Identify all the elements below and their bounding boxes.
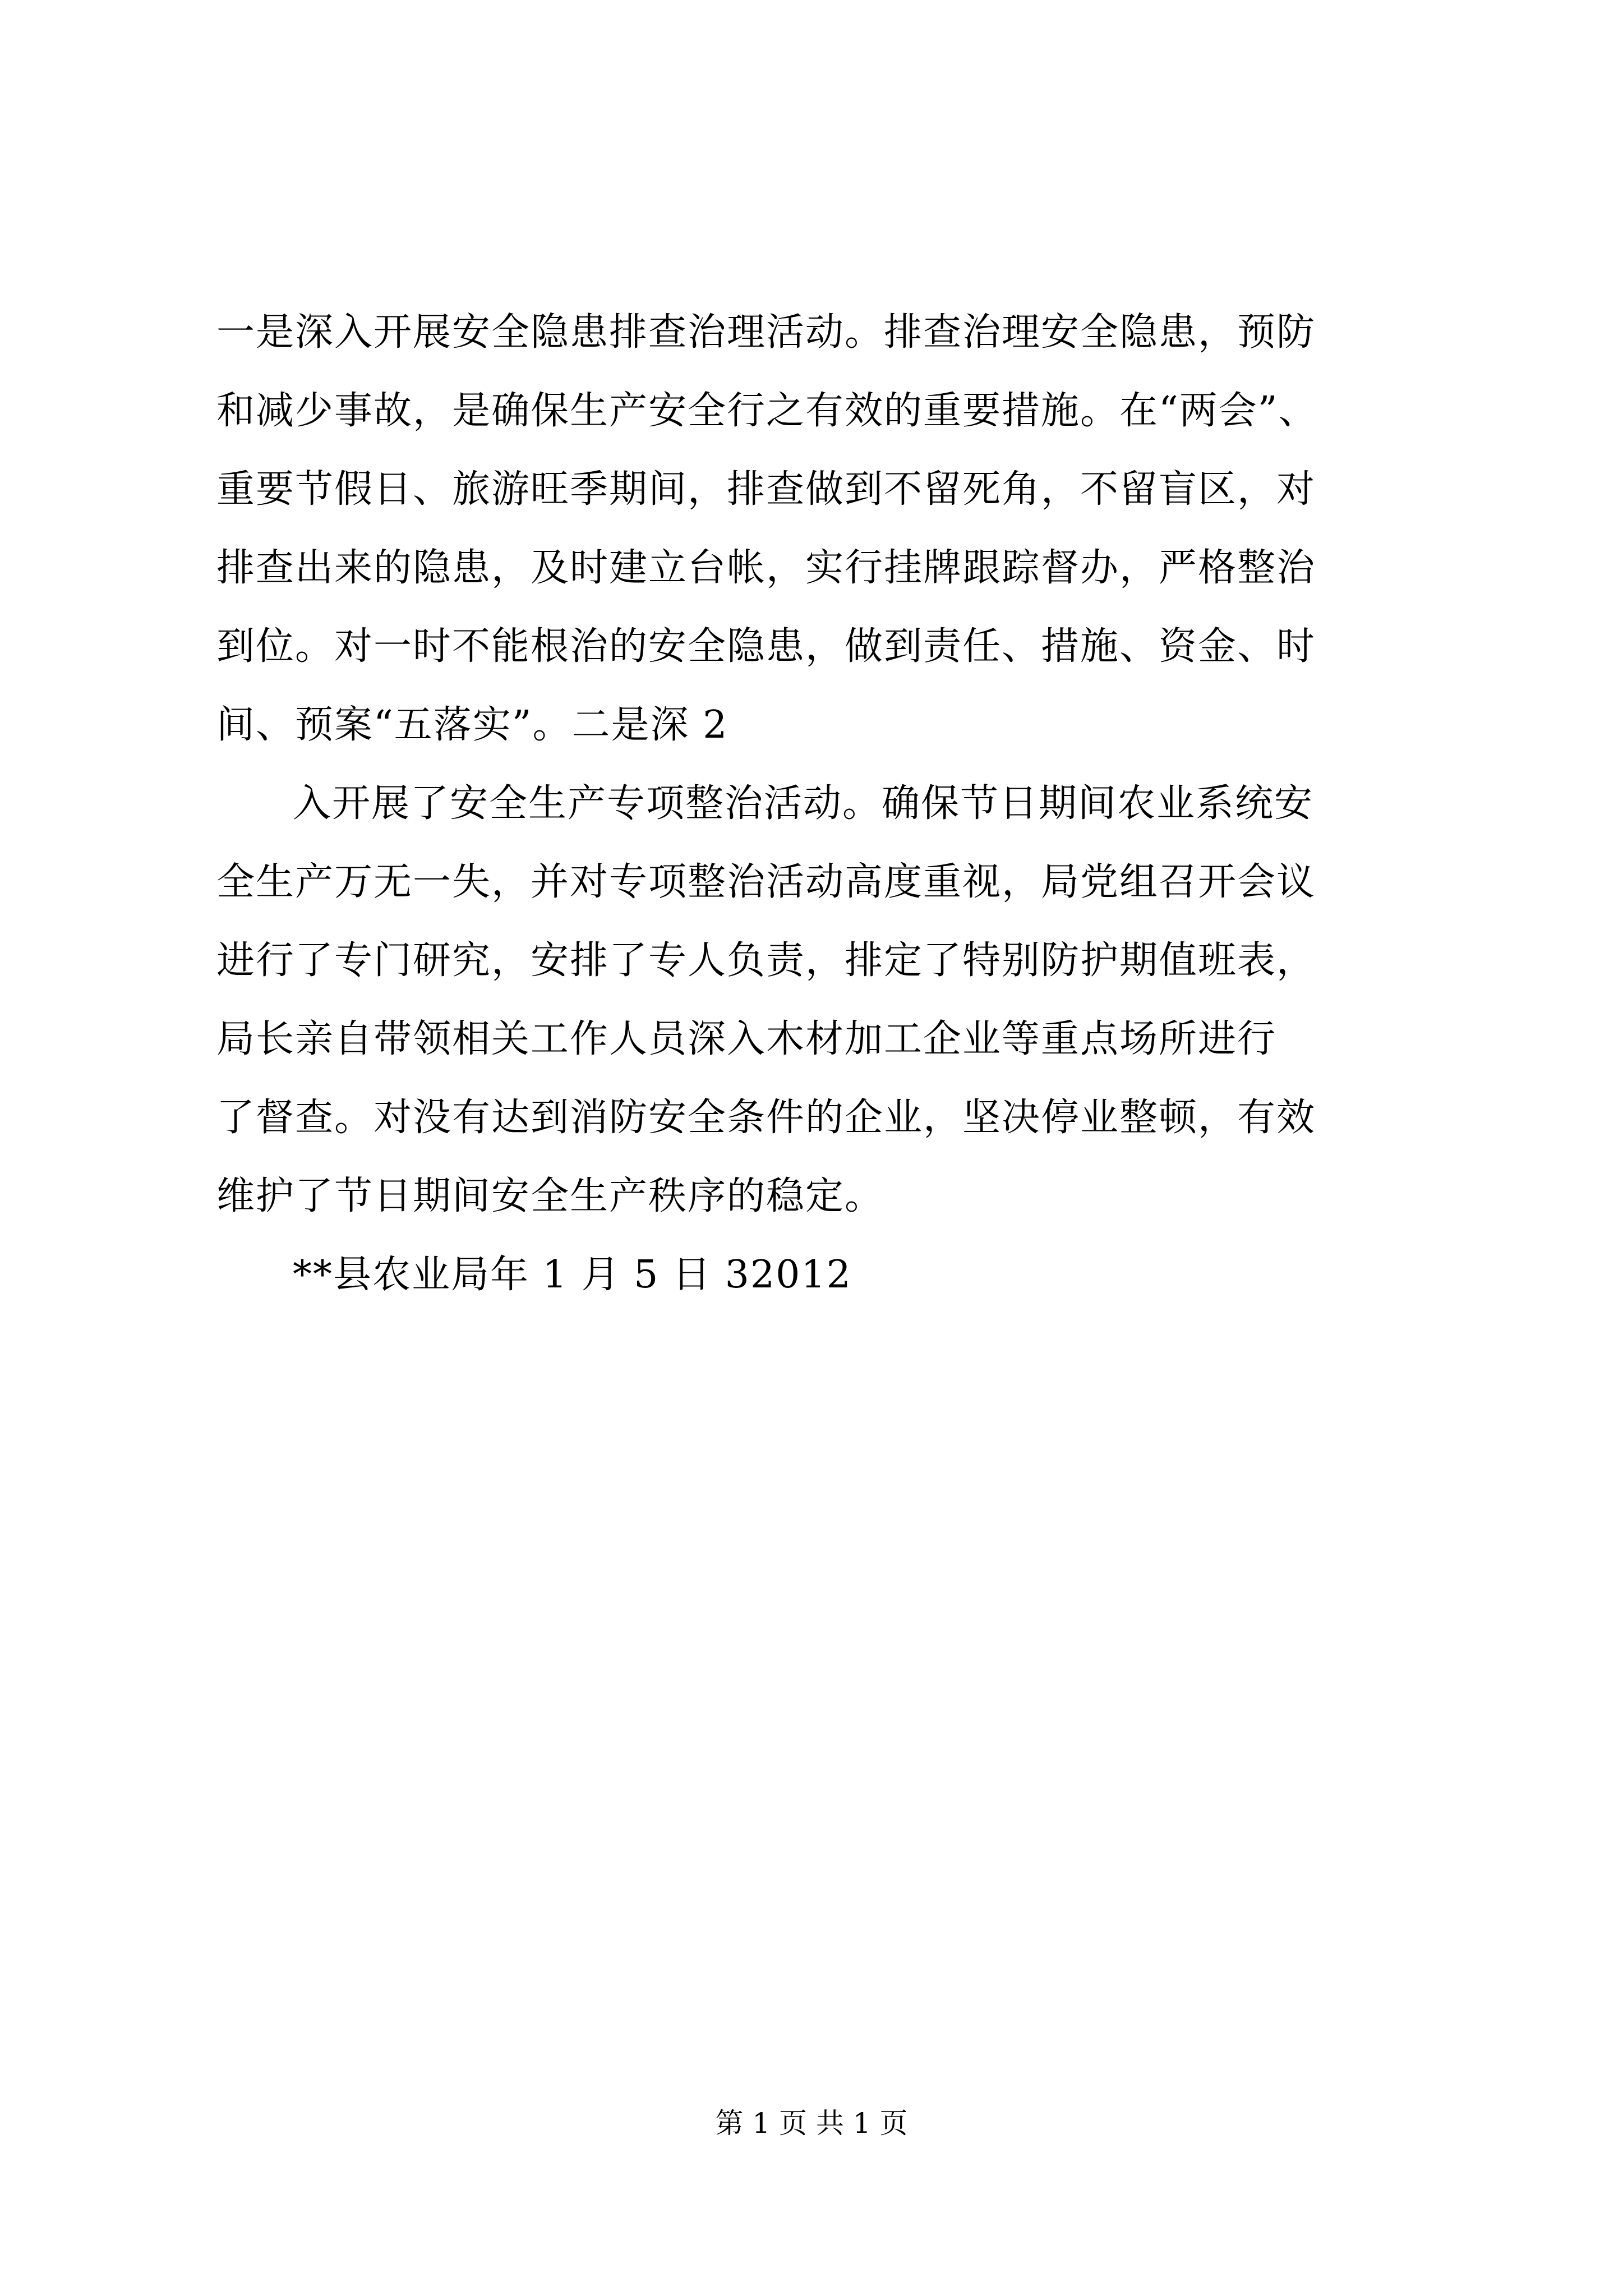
- paragraph-line: 全生产万无一失，并对专项整治活动高度重视，局党组召开会议: [216, 860, 1316, 904]
- paragraph-line: 间、预案“五落实”。二是深 2: [216, 703, 728, 747]
- paragraph-line: 排查出来的隐患，及时建立台帐，实行挂牌跟踪督办，严格整治: [216, 546, 1316, 590]
- paragraph-line: 入开展了安全生产专项整治活动。确保节日期间农业系统安: [293, 781, 1314, 826]
- paragraph-line: 维护了节日期间安全生产秩序的稳定。: [216, 1174, 884, 1218]
- paragraph-line: 一是深入开展安全隐患排查治理活动。排查治理安全隐患，预防: [216, 310, 1316, 355]
- paragraph-line: 局长亲自带领相关工作人员深入木材加工企业等重点场所进行: [216, 1017, 1277, 1061]
- page-number-footer: 第 1 页 共 1 页: [715, 2107, 908, 2139]
- paragraph-line: 进行了专门研究，安排了专人负责，排定了特别防护期值班表，: [216, 938, 1316, 983]
- paragraph-line: 了督查。对没有达到消防安全条件的企业，坚决停业整顿，有效: [216, 1096, 1316, 1140]
- paragraph-line: 到位。对一时不能根治的安全隐患，做到责任、措施、资金、时: [216, 624, 1316, 669]
- paragraph-line: 和减少事故，是确保生产安全行之有效的重要措施。在“两会”、: [216, 389, 1318, 433]
- signature-line: **县农业局年 1 月 5 日 32012: [293, 1253, 852, 1297]
- paragraph-line: 重要节假日、旅游旺季期间，排查做到不留死角，不留盲区，对: [216, 467, 1316, 512]
